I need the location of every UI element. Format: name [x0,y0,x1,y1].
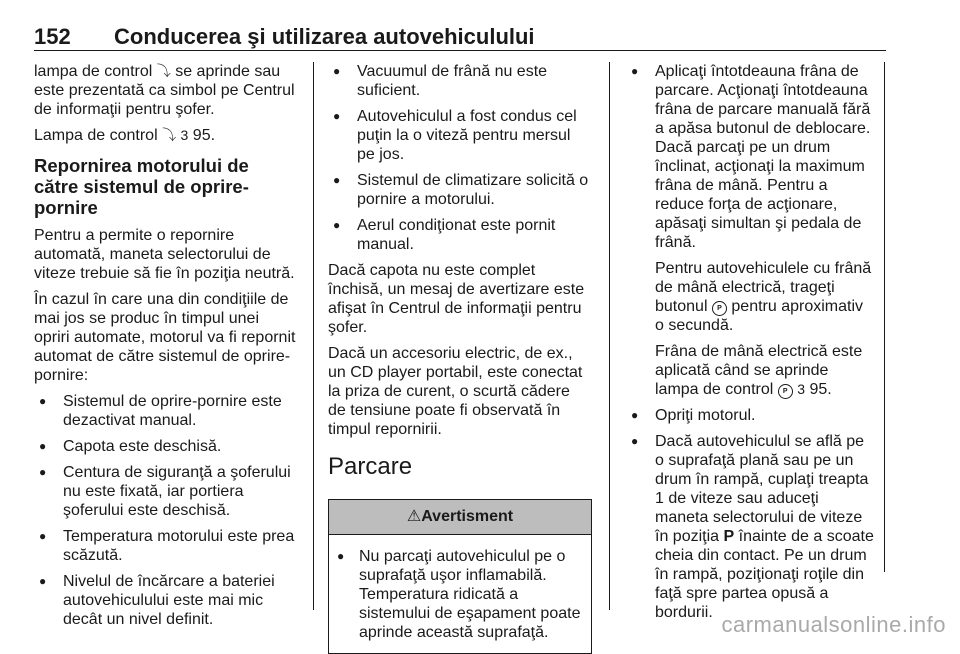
list-item: ● Aplicaţi întotdeauna frâna de parcare. Acţionaţi întotdeauna frâna de parcare manuală fără a apăsa butonul de deblocare. Dacă parcaţi pe un drum înclinat, acţionaţi la maximum frâna de mână. Pentru a reduce forţa de acţionare, apăsaţi simultan şi pedala de frână. Pentru autovehiculele cu frână de mână electrică, trageţi butonul P pentru aproximativ o secundă. Frâna de mână electrică este aplicată când se aprinde lampa de control P 3 95. [626,62,874,399]
list-item: ● Nivelul de încărcare a bateriei autovehiculului este mai mic decât un nivel definit. [34,572,296,629]
list-item: ● Vacuumul de frână nu este suficient. [328,62,592,100]
bullet-list [328,62,592,254]
list-item: ● Capota este deschisă. [34,437,296,456]
list-item: ● Aerul condiţionat este pornit manual. [328,216,592,254]
page-reference-icon: 3 [797,381,805,397]
paragraph: Lampa de control ⤵ 3 95. [34,127,216,144]
warning-header [329,500,591,535]
page-reference-link[interactable]: 95. [192,127,216,144]
section-heading: Repornirea motorului de către sistemul de oprire-pornire [34,155,249,218]
column-divider [884,62,885,572]
warning-triangle-icon: ⚠ [406,508,422,525]
bullet-list [626,62,874,622]
list-item: ● Sistemul de oprire-pornire este dezactivat manual. [34,392,296,430]
list-item: ● Centura de siguranţă a şoferului nu este fixată, iar portiera şoferului este deschisă. [34,463,296,520]
list-item: ● Temperatura motorului este prea scăzută. [34,527,296,565]
page-reference-icon: 3 [180,127,189,143]
paragraph: Dacă un accesoriu electric, de ex., un CD player portabil, este conectat la priza de curent, o scurtă cădere de tensiune poate fi observată în timpul repornirii. [328,345,583,438]
watermark: carmanualsonline.info [721,612,946,637]
list-item: ● Nu parcaţi autovehiculul pe o suprafaţă uşor inflamabilă. Temperatura ridicată a sistemului de eşapament poate aprinde această suprafaţă. [337,547,583,642]
column-1 [34,62,296,636]
page-title: Conducerea şi utilizarea autovehiculului [114,24,535,49]
paragraph: Pentru a permite o repornire automată, maneta selectorului de viteze trebuie să fie în poziţia neutră. [34,227,295,282]
column-2 [328,62,592,654]
parking-brake-icon: P [712,301,727,316]
paragraph: Dacă capota nu este complet închisă, un mesaj de avertizare este afişat în Centrul de informaţii pentru şofer. [328,262,585,336]
page-reference-link[interactable]: 95. [809,381,832,398]
column-divider [313,62,314,610]
page-header [34,0,886,51]
list-item: ● Sistemul de climatizare solicită o pornire a motorului. [328,171,592,209]
column-3 [626,62,874,629]
list-item: ● Autovehiculul a fost condus cel puţin la o viteză pentru mersul pe jos. [328,107,592,164]
eco-stop-start-icon: ⤵ [156,63,171,79]
page-number: 152 [34,24,71,49]
section-heading-parcare: Parcare [328,453,413,480]
paragraph: Frâna de mână electrică este aplicată când se aprinde lampa de control P 3 95. [655,343,863,398]
list-item: ● Opriţi motorul. [626,406,874,425]
column-divider [609,62,610,610]
eco-stop-start-icon: ⤵ [162,127,177,143]
warning-box [328,499,592,654]
paragraph: Pentru autovehiculele cu frână de mână electrică, trageţi butonul P pentru aproximativ o secundă. [655,260,872,334]
warning-title: Avertisment [421,508,514,525]
warning-body [329,535,591,653]
paragraph: lampa de control ⤵ se aprinde sau este prezentată ca simbol pe Centrul de informaţii pentru şofer. [34,63,295,118]
list-item: ● Dacă autovehiculul se află pe o suprafaţă plană sau pe un drum în rampă, cuplaţi treapta 1 de viteze sau aduceţi maneta selectorului de viteze în poziţia P înainte de a scoate cheia din contact. Pe un drum în rampă, poziţionaţi roţile din faţă spre partea opusă a bordurii. [626,432,874,622]
parking-brake-icon: P [778,384,793,399]
bullet-list [34,392,296,629]
paragraph: În cazul în care una din condiţiile de mai jos se produc în timpul unei opriri automate, motorul va fi repornit automat de către sistemul de oprire-pornire: [34,291,296,384]
